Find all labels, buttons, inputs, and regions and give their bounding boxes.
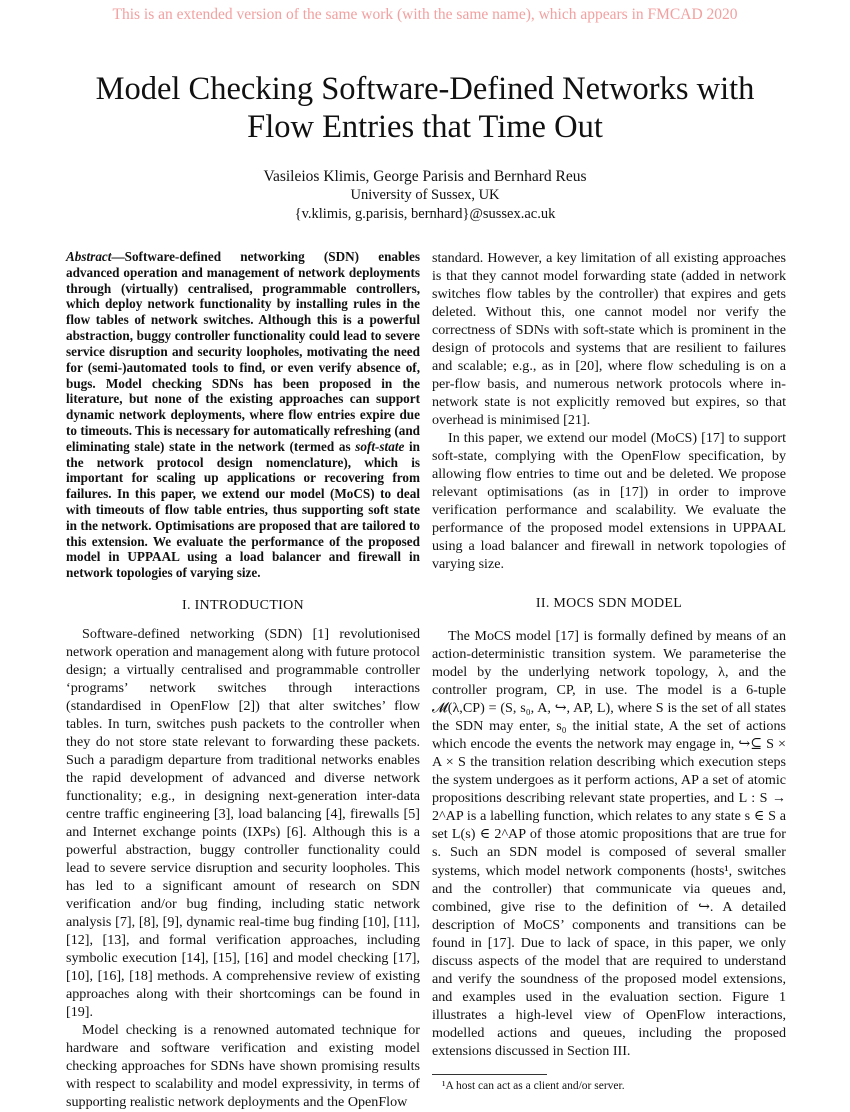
section-heading-mocs-model: II. MOCS SDN MODEL <box>535 596 683 612</box>
version-banner: This is an extended version of the same work (with the same name), which appears in FMCAD 2020 <box>112 6 738 23</box>
intro-paragraph-3: In this paper, we extend our model (MoCS) [17] to support soft-state, complying with the OpenFlow specification, by allowing flow entries to time out and be deleted. We propose relevant optimisations (as in [17]) in order to improve verification performance and scalability. We evaluate the performance of the proposed model extensions in UPPAAL using a load balancer and firewall in network topologies of varying size. <box>432 430 786 573</box>
author-block <box>0 167 850 224</box>
abstract-emphasis: soft-state <box>355 438 405 454</box>
abstract-text-1: —Software-defined networking (SDN) enables advanced operation and management of network deployments through (virtually) centralised, programmable controllers, which deploy network functionality by installing rules in the flow tables of network switches. Although this is a powerful abstraction, buggy controller functionality could lead to severe service disruption and security loopholes, motivating the need for (semi-)automated tools to find, or even verify absence of, bugs. Model checking SDNs has been proposed in the literature, but none of the existing approaches can support dynamic network deployments, where flow entries expire due to timeouts. This is necessary for automatically refreshing (and eliminating stale) state in the network (termed as <box>66 249 420 454</box>
section-heading-introduction: I. INTRODUCTION <box>182 598 304 614</box>
abstract <box>66 249 420 581</box>
intro-paragraph-2: Model checking is a renowned automated technique for hardware and software verification and existing model checking approaches for SDNs have shown promising results with respect to scalability and model expressivity, in terms of supporting realistic network deployments and the OpenFlow <box>66 1022 420 1111</box>
paper-title <box>40 70 810 146</box>
affiliation: University of Sussex, UK <box>350 187 500 203</box>
right-column <box>432 249 786 1094</box>
intro-paragraph-1: Software-defined networking (SDN) [1] revolutionised network operation and management along with future protocol design; a virtually centralised and programmable controller ‘programs’ network switches through interactions (standardised in OpenFlow [2]) that alter switches’ flow tables. In turn, switches push packets to the controller when they do not store state relevant to forwarding these packets. Such a paradigm departure from traditional networks enables the rapid development of advanced and diverse network functionality; e.g., in designing next-generation inter-data centre traffic engineering [3], load balancing [4], firewalls [5] and Internet exchange points (IXPs) [6]. Although this is a powerful abstraction, buggy controller functionality could lead to severe service disruption and security loopholes. This has led to a significant amount of research on SDN verification and/or bug finding, including static network analysis [7], [8], [9], dynamic real-time bug finding [10], [11], [12], [13], and formal verification approaches, including symbolic execution [14], [15], [16] and model checking [17], [10], [16], [18] methods. A comprehensive review of existing approaches along with their shortcomings can be found in [19]. <box>66 626 420 1021</box>
abstract-label: Abstract <box>66 249 112 264</box>
footnote: ¹A host can act as a client and/or server. <box>442 1079 625 1092</box>
title-line-2: Flow Entries that Time Out <box>247 109 603 145</box>
abstract-text-2: in the network protocol design nomenclature), which is important for scaling up applications or recovering from failures. In this paper, we extend our model (MoCS) to deal with timeouts of flow table entries, thus supporting soft state in the network. Optimisations are proposed that are tailored to this extension. We evaluate the performance of the proposed model in UPPAAL using a load balancer and firewall in network topologies of varying size. <box>66 438 420 581</box>
footnote-rule <box>432 1074 547 1075</box>
author-emails: {v.klimis, g.parisis, bernhard}@sussex.ac.uk <box>294 206 556 222</box>
left-column <box>66 249 420 1112</box>
model-paragraph-1: The MoCS model [17] is formally defined by means of an action-deterministic transition system. We parameterise the model by the underlying network topology, λ, and the controller program, CP, in use. The model is a 6-tuple 𝓜(λ,CP) = (S, s₀, A, ↪, AP, L), where S is the set of all states the SDN may enter, s₀ the initial state, A the set of actions which encode the events the network may engage in, ↪⊆ S × A × S the transition relation describing which execution steps the system undergoes as it perform actions, AP a set of atomic propositions describing relevant state properties, and L : S → 2^AP is a labelling function, which relates to any state s ∈ S a set L(s) ∈ 2^AP of those atomic propositions that are true for s. Such an SDN model is composed of several smaller systems, which model network components (hosts¹, switches and the controller) that communicate via queues and, combined, give rise to the definition of ↪. A detailed description of MoCS’ components and transitions can be found in [17]. Due to lack of space, in this paper, we only discuss aspects of the model that are required to understand and verify the soundness of the proposed model extensions, and examples used in the evaluation section. Figure 1 illustrates a high-level view of OpenFlow interactions, modelled actions and queues, including the proposed extensions discussed in Section III. <box>432 628 786 1059</box>
intro-paragraph-continued: standard. However, a key limitation of all existing approaches is that they cannot model forwarding state (added in network switches flow tables by the controller) that expires and gets deleted. Without this, one cannot model nor verify the correctness of SDNs with soft-state which is prominent in the design of protocols and systems that are resilient to failures and scalable; e.g., as in [20], where flow scheduling is on a per-flow basis, and numerous network protocols where in-network state is not explicitly removed but expires, so that overhead is minimised [21]. <box>432 250 786 429</box>
title-line-1: Model Checking Software-Defined Networks with <box>95 71 755 107</box>
author-names: Vasileios Klimis, George Parisis and Bernhard Reus <box>263 168 587 185</box>
